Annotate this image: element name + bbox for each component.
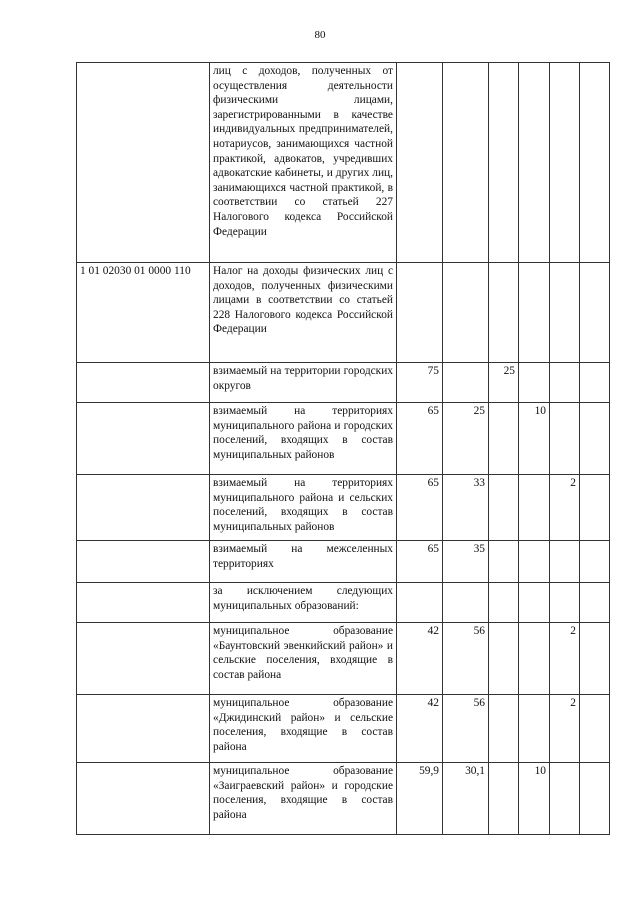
kbk-code-cell xyxy=(77,763,210,835)
share-cell xyxy=(580,263,610,363)
kbk-code-cell: 1 01 02030 01 0000 110 xyxy=(77,263,210,363)
table-row xyxy=(77,403,610,475)
table-row xyxy=(77,363,610,403)
budget-allocation-table xyxy=(76,62,610,835)
description-cell: лиц с доходов, полученных от осуществления деятельности физическими лицами, зарегистрированными в качестве индивидуальных предпринимателей, нотариусов, занимающихся частной практикой, адвокатов, учредивших адвокатские кабинеты, и других лиц, занимающихся частной практикой, в соответствии со статьей 227 Налогового кодекса Российской Федерации xyxy=(210,63,397,263)
share-cell: 75 xyxy=(397,363,443,403)
share-cell xyxy=(580,623,610,695)
table-row xyxy=(77,475,610,541)
share-cell xyxy=(580,403,610,475)
share-cell: 2 xyxy=(550,623,580,695)
share-cell xyxy=(443,63,489,263)
share-cell xyxy=(550,541,580,583)
share-cell: 33 xyxy=(443,475,489,541)
share-cell: 65 xyxy=(397,475,443,541)
share-cell xyxy=(550,763,580,835)
page-number: 80 xyxy=(314,29,326,41)
share-cell xyxy=(489,763,519,835)
share-cell xyxy=(580,763,610,835)
share-cell: 30,1 xyxy=(443,763,489,835)
share-cell xyxy=(550,403,580,475)
description-cell: взимаемый на межселенных территориях xyxy=(210,541,397,583)
table-row xyxy=(77,763,610,835)
share-cell xyxy=(443,583,489,623)
share-cell xyxy=(519,695,550,763)
share-cell xyxy=(397,583,443,623)
table-row xyxy=(77,263,610,363)
description-cell: муниципальное образование «Джидинский район» и сельские поселения, входящие в состав района xyxy=(210,695,397,763)
description-cell: взимаемый на территориях муниципального района и сельских поселений, входящих в состав муниципальных районов xyxy=(210,475,397,541)
share-cell: 25 xyxy=(443,403,489,475)
kbk-code-cell xyxy=(77,541,210,583)
share-cell xyxy=(519,363,550,403)
share-cell: 42 xyxy=(397,623,443,695)
share-cell xyxy=(519,583,550,623)
share-cell xyxy=(519,541,550,583)
share-cell: 35 xyxy=(443,541,489,583)
kbk-code-cell xyxy=(77,623,210,695)
share-cell xyxy=(580,363,610,403)
description-cell: муниципальное образование «Баунтовский эвенкийский район» и сельские поселения, входящие в состав района xyxy=(210,623,397,695)
share-cell xyxy=(550,583,580,623)
table-row xyxy=(77,583,610,623)
kbk-code-cell xyxy=(77,363,210,403)
share-cell xyxy=(443,263,489,363)
share-cell xyxy=(519,263,550,363)
kbk-code-cell xyxy=(77,63,210,263)
share-cell xyxy=(519,63,550,263)
share-cell xyxy=(397,63,443,263)
share-cell: 25 xyxy=(489,363,519,403)
description-cell: Налог на доходы физических лиц с доходов, полученных физическими лицами в соответствии со статьей 228 Налогового кодекса Российской Федерации xyxy=(210,263,397,363)
share-cell: 56 xyxy=(443,623,489,695)
share-cell xyxy=(550,363,580,403)
share-cell xyxy=(519,623,550,695)
share-cell xyxy=(550,63,580,263)
table-row xyxy=(77,623,610,695)
table-row xyxy=(77,63,610,263)
share-cell: 42 xyxy=(397,695,443,763)
share-cell: 65 xyxy=(397,403,443,475)
share-cell xyxy=(489,403,519,475)
share-cell xyxy=(580,695,610,763)
share-cell xyxy=(489,623,519,695)
share-cell xyxy=(580,541,610,583)
share-cell xyxy=(397,263,443,363)
share-cell xyxy=(580,475,610,541)
share-cell xyxy=(443,363,489,403)
share-cell xyxy=(489,263,519,363)
share-cell: 65 xyxy=(397,541,443,583)
share-cell xyxy=(550,263,580,363)
share-cell xyxy=(489,695,519,763)
kbk-code-cell xyxy=(77,403,210,475)
share-cell: 2 xyxy=(550,695,580,763)
table-row xyxy=(77,541,610,583)
description-cell: взимаемый на территории городских округов xyxy=(210,363,397,403)
share-cell xyxy=(489,63,519,263)
share-cell: 2 xyxy=(550,475,580,541)
share-cell xyxy=(489,541,519,583)
share-cell xyxy=(580,63,610,263)
share-cell xyxy=(519,475,550,541)
description-cell: взимаемый на территориях муниципального района и городских поселений, входящих в состав муниципальных районов xyxy=(210,403,397,475)
share-cell xyxy=(580,583,610,623)
description-cell: за исключением следующих муниципальных образований: xyxy=(210,583,397,623)
kbk-code-cell xyxy=(77,583,210,623)
share-cell xyxy=(489,583,519,623)
kbk-code-cell xyxy=(77,695,210,763)
share-cell: 10 xyxy=(519,763,550,835)
table-row xyxy=(77,695,610,763)
share-cell: 56 xyxy=(443,695,489,763)
share-cell xyxy=(489,475,519,541)
share-cell: 10 xyxy=(519,403,550,475)
share-cell: 59,9 xyxy=(397,763,443,835)
kbk-code-cell xyxy=(77,475,210,541)
description-cell: муниципальное образование «Заиграевский район» и городские поселения, входящие в состав района xyxy=(210,763,397,835)
